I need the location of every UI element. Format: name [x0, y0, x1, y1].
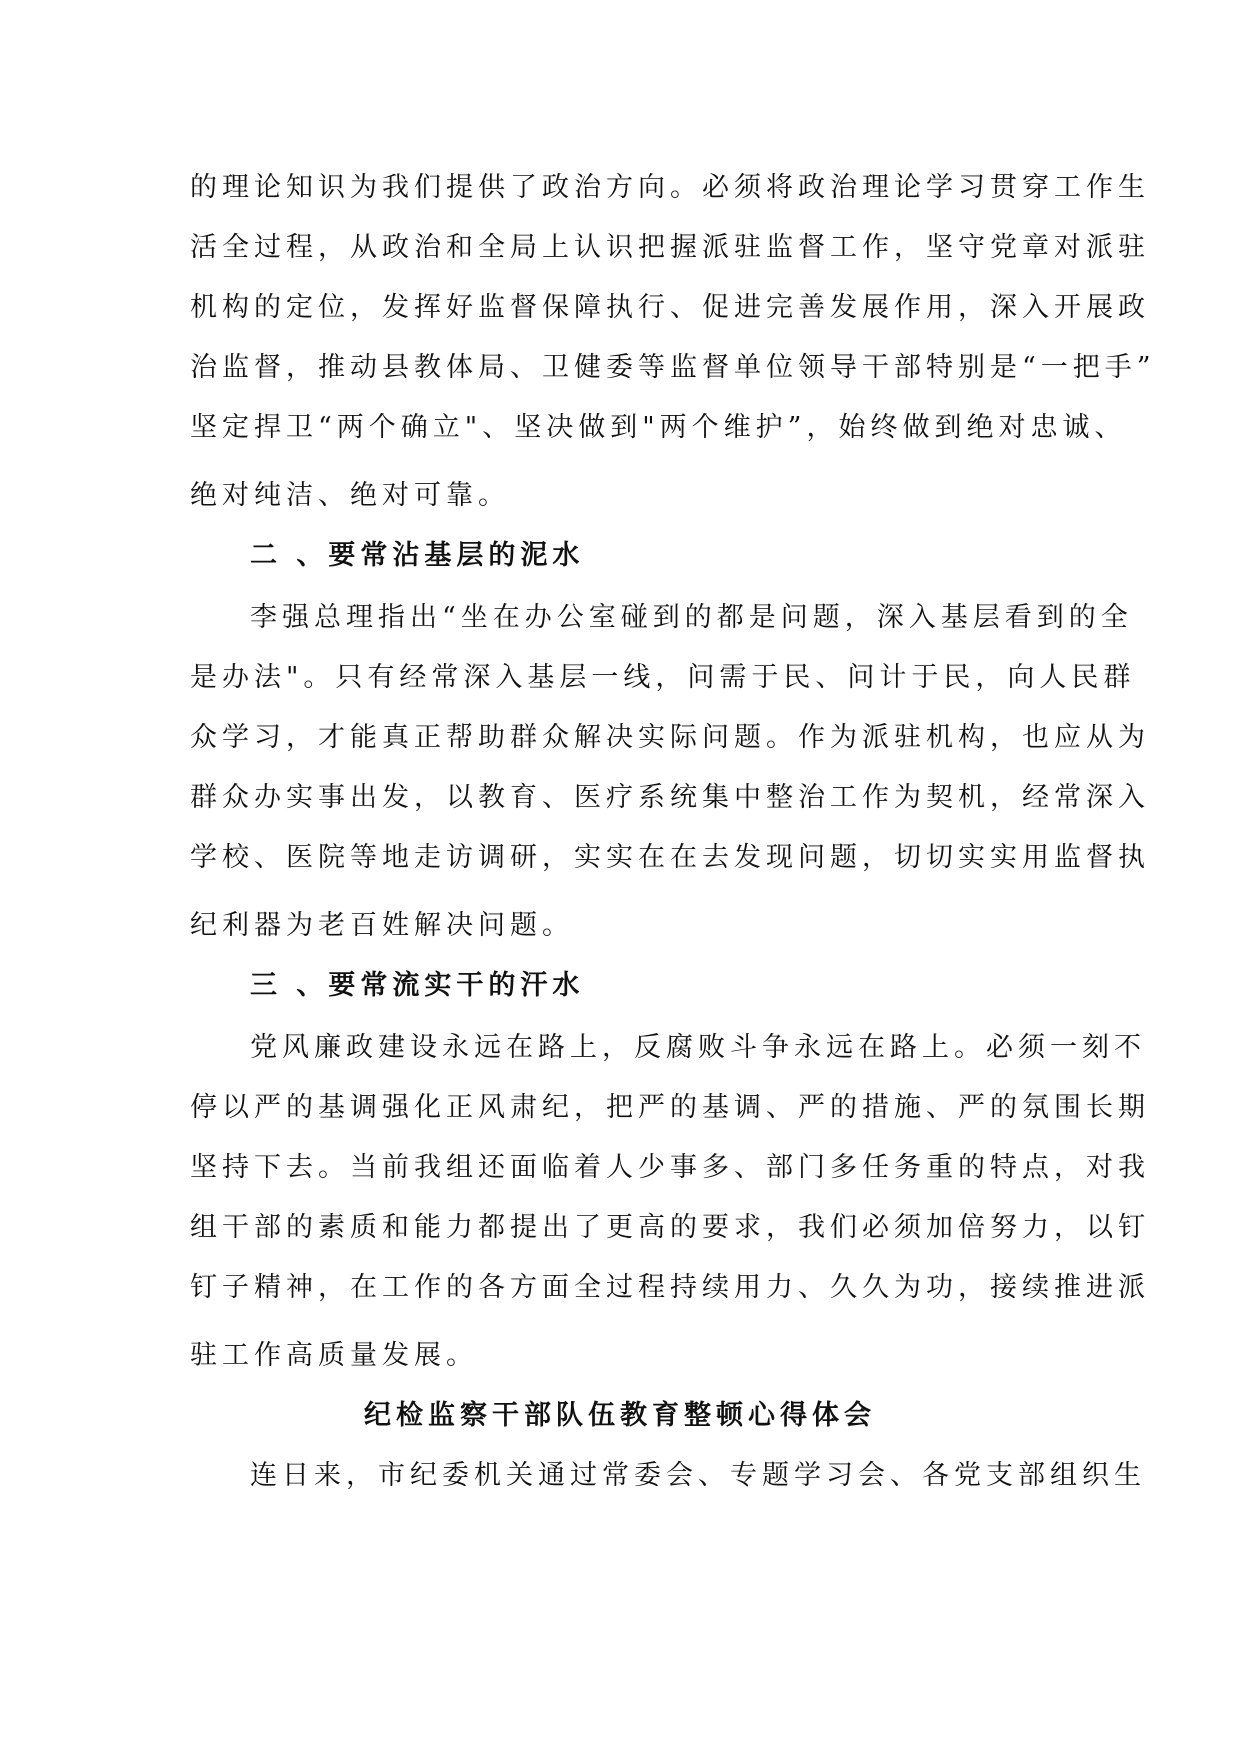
- paragraph-line: 驻工作高质量发展。: [190, 1340, 478, 1371]
- paragraph-line: 坚持下去。当前我组还面临着人少事多、部门多任务重的特点，对我: [190, 1152, 1150, 1183]
- article-title: 纪检监察干部队伍教育整顿心得体会: [364, 1400, 876, 1431]
- paragraph-line: 的理论知识为我们提供了政治方向。必须将政治理论学习贯穿工作生: [190, 172, 1150, 203]
- section-heading: 二 、要常沾基层的泥水: [250, 540, 585, 571]
- paragraph-line: 学校、医院等地走访调研，实实在在去发现问题，切切实实用监督执: [190, 842, 1150, 873]
- paragraph-line: 纪利器为老百姓解决问题。: [190, 910, 574, 941]
- paragraph-line: 停以严的基调强化正风肃纪，把严的基调、严的措施、严的氛围长期: [190, 1092, 1150, 1123]
- paragraph-line: 群众办实事出发，以教育、医疗系统集中整治工作为契机，经常深入: [190, 782, 1150, 813]
- paragraph-line: 党风廉政建设永远在路上，反腐败斗争永远在路上。必须一刻不: [250, 1032, 1146, 1063]
- paragraph-line: 众学习，才能真正帮助群众解决实际问题。作为派驻机构，也应从为: [190, 722, 1150, 753]
- paragraph-line: 坚定捍卫“两个确立"、坚决做到"两个维护”，始终做到绝对忠诚、: [190, 412, 1127, 443]
- paragraph-line: 机构的定位，发挥好监督保障执行、促进完善发展作用，深入开展政: [190, 292, 1150, 323]
- paragraph-line: 钉子精神，在工作的各方面全过程持续用力、久久为功，接续推进派: [190, 1272, 1150, 1303]
- paragraph-line: 组干部的素质和能力都提出了更高的要求，我们必须加倍努力，以钉: [190, 1212, 1150, 1243]
- paragraph-line: 连日来，市纪委机关通过常委会、专题学习会、各党支部组织生: [250, 1460, 1146, 1491]
- paragraph-line: 李强总理指出“坐在办公室碰到的都是问题，深入基层看到的全: [250, 602, 1133, 633]
- paragraph-line: 是办法"。只有经常深入基层一线，问需于民、问计于民，向人民群: [190, 662, 1136, 693]
- paragraph-line: 治监督，推动县教体局、卫健委等监督单位领导干部特别是“一把手”: [190, 352, 1156, 383]
- paragraph-line: 绝对纯洁、绝对可靠。: [190, 480, 510, 511]
- paragraph-line: 活全过程，从政治和全局上认识把握派驻监督工作，坚守党章对派驻: [190, 232, 1150, 263]
- section-heading: 三 、要常流实干的汗水: [250, 970, 585, 1001]
